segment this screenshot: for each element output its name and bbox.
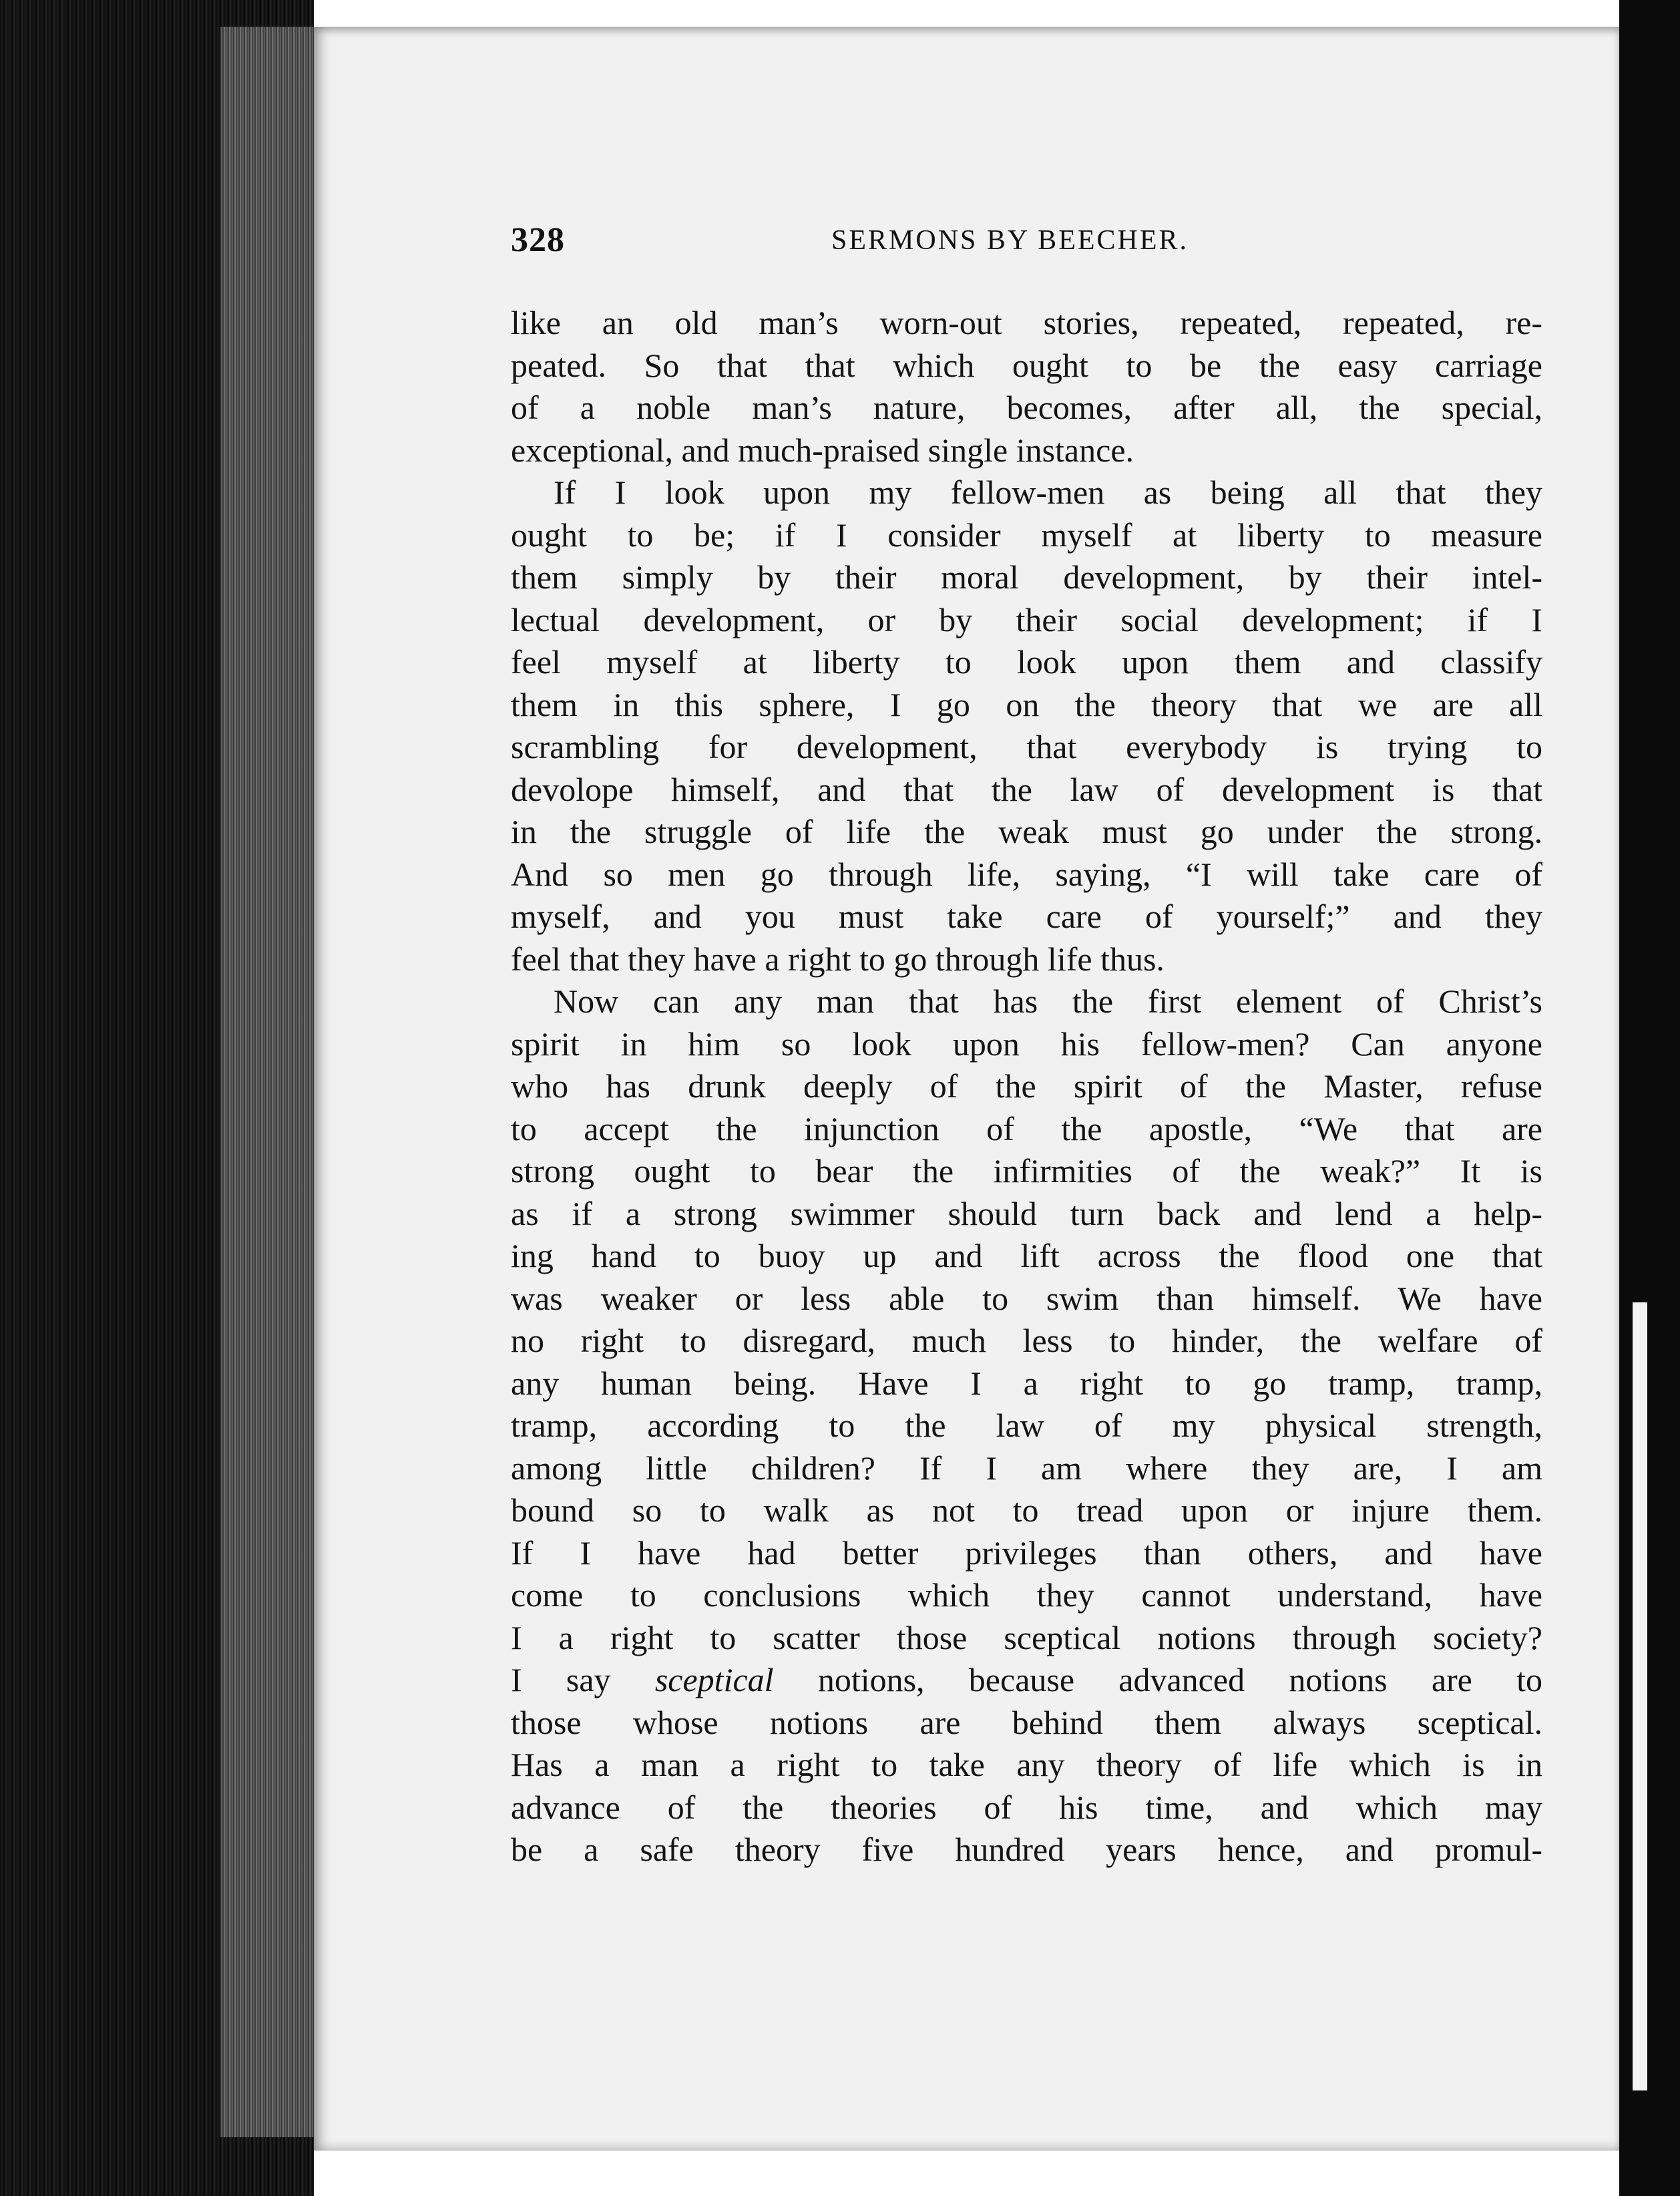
text-line: ing hand to buoy up and lift across the flood one that xyxy=(511,1237,1542,1274)
text-line: scrambling for development, that everybody is trying to xyxy=(511,728,1542,765)
text-line: ought to be; if I consider myself at liberty to measure xyxy=(511,516,1542,554)
text-line: spirit in him so look upon his fellow-men? Can anyone xyxy=(511,1025,1542,1063)
text-segment: notions, because advanced notions are to xyxy=(817,1661,1542,1698)
text-line: those whose notions are behind them always sceptical. xyxy=(511,1703,1542,1741)
text-line: was weaker or less able to swim than himself. We have xyxy=(511,1279,1542,1317)
text-line: of a noble man’s nature, becomes, after all, the special, xyxy=(511,389,1542,426)
text-line: myself, and you must take care of yourself;” and they xyxy=(511,898,1542,935)
text-line: as if a strong swimmer should turn back and lend a help- xyxy=(511,1194,1542,1232)
text-line: If I have had better privileges than others, and have xyxy=(511,1533,1542,1572)
text-line: in the struggle of life the weak must go under the strong. xyxy=(511,813,1542,850)
body-text xyxy=(511,302,1542,1871)
text-line: strong ought to bear the infirmities of the weak?” It is xyxy=(511,1152,1542,1190)
text-segment: I say xyxy=(511,1661,611,1698)
text-line: If I look upon my fellow-men as being all that they xyxy=(554,474,1542,511)
text-line: feel myself at liberty to look upon them and classify xyxy=(511,643,1542,681)
page-edges-fore xyxy=(220,27,314,2137)
text-line: come to conclusions which they cannot understand, have xyxy=(511,1576,1542,1614)
page-number: 328 xyxy=(511,221,565,259)
running-title: SERMONS BY BEECHER. xyxy=(831,225,1189,256)
text-line: bound so to walk as not to tread upon or injure them. xyxy=(511,1491,1542,1529)
running-head xyxy=(511,220,1305,267)
text-line: Now can any man that has the first element of Christ’s xyxy=(554,982,1542,1020)
text-line: advance of the theories of his time, and which may xyxy=(511,1788,1542,1826)
next-page-sliver xyxy=(1633,1302,1647,2090)
text-line: among little children? If I am where they are, I am xyxy=(511,1449,1542,1487)
text-line-with-italic xyxy=(511,1659,1542,1702)
text-line: to accept the injunction of the apostle, “We that are xyxy=(511,1109,1542,1147)
page-edges-stack xyxy=(0,0,314,2196)
text-line: tramp, according to the law of my physical strength, xyxy=(511,1407,1542,1444)
text-line: who has drunk deeply of the spirit of the Master, refuse xyxy=(511,1067,1542,1105)
text-line: exceptional, and much-praised single instance. xyxy=(511,431,1134,469)
text-line: be a safe theory five hundred years hence, and promul- xyxy=(511,1831,1542,1868)
text-line: them simply by their moral development, by their intel- xyxy=(511,558,1542,596)
right-border xyxy=(1619,0,1680,2196)
text-line: Has a man a right to take any theory of life which is in xyxy=(511,1746,1542,1783)
italic-word: sceptical xyxy=(654,1661,774,1698)
text-line: them in this sphere, I go on the theory that we are all xyxy=(511,685,1542,723)
text-line: devolope himself, and that the law of development is that xyxy=(511,770,1542,808)
text-line: peated. So that that which ought to be the easy carriage xyxy=(511,346,1542,384)
bottom-border xyxy=(314,2151,1619,2196)
text-line: like an old man’s worn-out stories, repeated, repeated, re- xyxy=(511,304,1542,341)
text-line: feel that they have a right to go through life thus. xyxy=(511,940,1165,978)
text-line: no right to disregard, much less to hinder, the welfare of xyxy=(511,1322,1542,1359)
text-line: lectual development, or by their social development; if I xyxy=(511,600,1542,638)
text-line: I a right to scatter those sceptical notions through society? xyxy=(511,1618,1542,1656)
text-line: any human being. Have I a right to go tramp, tramp, xyxy=(511,1364,1542,1402)
text-line: And so men go through life, saying, “I will take care of xyxy=(511,855,1542,893)
